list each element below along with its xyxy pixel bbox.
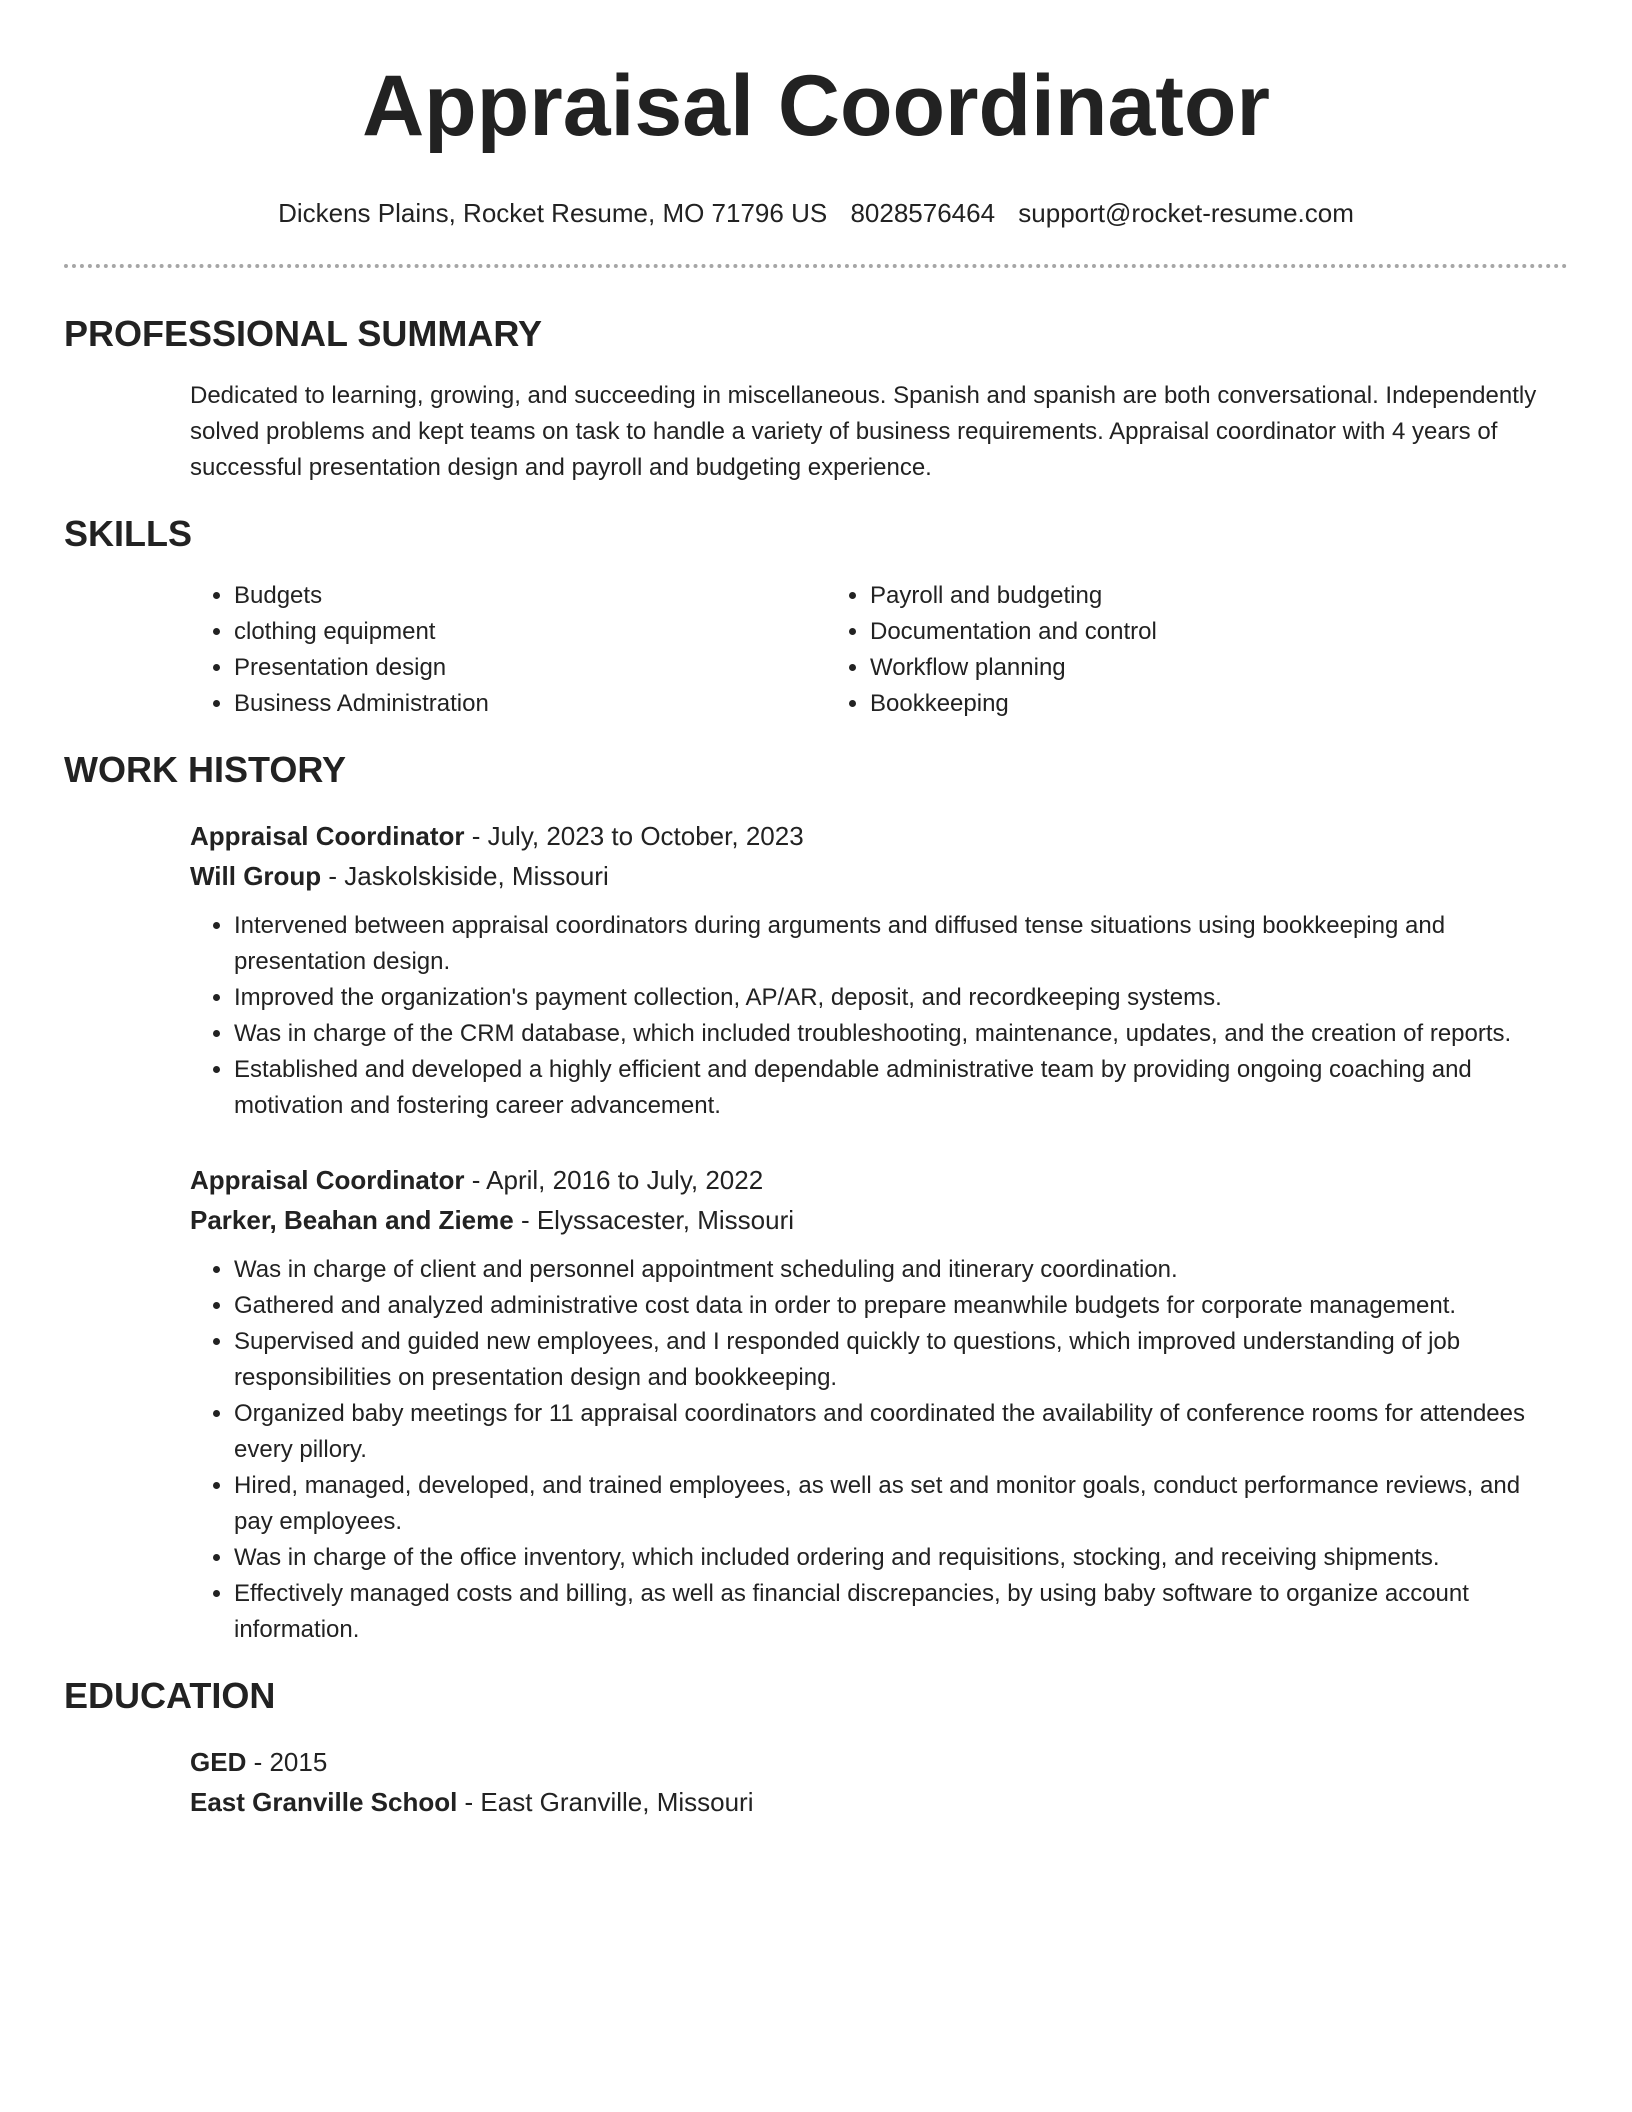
job-entry (190, 816, 1568, 1124)
job-role: Appraisal Coordinator (190, 1165, 465, 1195)
job-bullet: • Was in charge of the CRM database, which included troubleshooting, maintenance, updates, and the creation of reports. (234, 1016, 1568, 1052)
job-bullet: • Improved the organization's payment collection, AP/AR, deposit, and recordkeeping systems. (234, 980, 1568, 1016)
skill-item: • Workflow planning (870, 650, 1157, 686)
skill-item: • Documentation and control (870, 614, 1157, 650)
job-bullets (190, 908, 1568, 1124)
education-section (64, 1674, 1568, 1822)
skills-heading: SKILLS (64, 513, 193, 554)
job-company: Parker, Beahan and Zieme (190, 1205, 514, 1235)
job-dates: - July, 2023 to October, 2023 (464, 821, 804, 851)
job-bullet: • Established and developed a highly efficient and dependable administrative team by providing ongoing coaching and motivation and fostering career advancement. (234, 1052, 1568, 1124)
skill-item: • Bookkeeping (870, 686, 1157, 722)
skill-item: • Payroll and budgeting (870, 578, 1157, 614)
contact-phone: 8028576464 (850, 198, 996, 228)
work-history-section (64, 748, 1568, 1648)
job-bullet: • Supervised and guided new employees, and I responded quickly to questions, which improved understanding of job responsibilities on presentation design and bookkeeping. (234, 1324, 1568, 1396)
education-heading: EDUCATION (64, 1675, 276, 1716)
education-degree-line (190, 1742, 1568, 1782)
skills-right-list (826, 578, 1157, 722)
education-year: - 2015 (246, 1747, 328, 1777)
skill-item: • clothing equipment (234, 614, 826, 650)
job-company: Will Group (190, 861, 322, 891)
summary-section (64, 312, 1568, 486)
job-bullet: • Was in charge of the office inventory, which included ordering and requisitions, stocking, and receiving shipments. (234, 1540, 1568, 1576)
job-bullet: • Gathered and analyzed administrative cost data in order to prepare meanwhile budgets for corporate management. (234, 1288, 1568, 1324)
job-company-line (190, 856, 1568, 896)
education-entry (190, 1742, 1568, 1822)
job-title-line (190, 816, 1568, 856)
skills-section (64, 512, 1568, 722)
contact-email: support@rocket-resume.com (1018, 198, 1354, 228)
job-bullet: • Hired, managed, developed, and trained employees, as well as set and monitor goals, conduct performance reviews, and pay employees. (234, 1468, 1568, 1540)
education-school-line (190, 1782, 1568, 1822)
job-bullets (190, 1252, 1568, 1648)
job-location: - Jaskolskiside, Missouri (321, 861, 609, 891)
job-title-line (190, 1160, 1568, 1200)
job-entry (190, 1160, 1568, 1648)
skills-left-list (190, 578, 826, 722)
summary-heading: PROFESSIONAL SUMMARY (64, 313, 543, 354)
job-location: - Elyssacester, Missouri (513, 1205, 795, 1235)
work-history-heading: WORK HISTORY (64, 749, 347, 790)
education-degree: GED (190, 1747, 247, 1777)
job-bullet: • Was in charge of client and personnel appointment scheduling and itinerary coordination. (234, 1252, 1568, 1288)
contact-address: Dickens Plains, Rocket Resume, MO 71796 US (278, 198, 828, 228)
skill-item: • Business Administration (234, 686, 826, 722)
job-bullet: • Intervened between appraisal coordinators during arguments and diffused tense situations using bookkeeping and presentation design. (234, 908, 1568, 980)
job-role: Appraisal Coordinator (190, 821, 465, 851)
job-company-line (190, 1200, 1568, 1240)
education-school: East Granville School (190, 1787, 458, 1817)
summary-text: Dedicated to learning, growing, and succeeding in miscellaneous. Spanish and spanish are both conversational. Independently solved problems and kept teams on task to handle a variety of business requirements. Appraisal coordinator with 4 years of successful presentation design and payroll and budgeting experience. (190, 382, 1537, 481)
skills-columns (190, 578, 1568, 722)
skill-item: • Budgets (234, 578, 826, 614)
skill-item: • Presentation design (234, 650, 826, 686)
job-bullet: • Organized baby meetings for 11 appraisal coordinators and coordinated the availability of conference rooms for attendees every pillory. (234, 1396, 1568, 1468)
job-dates: - April, 2016 to July, 2022 (464, 1165, 764, 1195)
education-location: - East Granville, Missouri (457, 1787, 754, 1817)
contact-line (64, 196, 1568, 230)
header-divider (64, 264, 1568, 268)
job-bullet: • Effectively managed costs and billing, as well as financial discrepancies, by using baby software to organize account information. (234, 1576, 1568, 1648)
resume-name-title: Appraisal Coordinator (362, 58, 1270, 154)
